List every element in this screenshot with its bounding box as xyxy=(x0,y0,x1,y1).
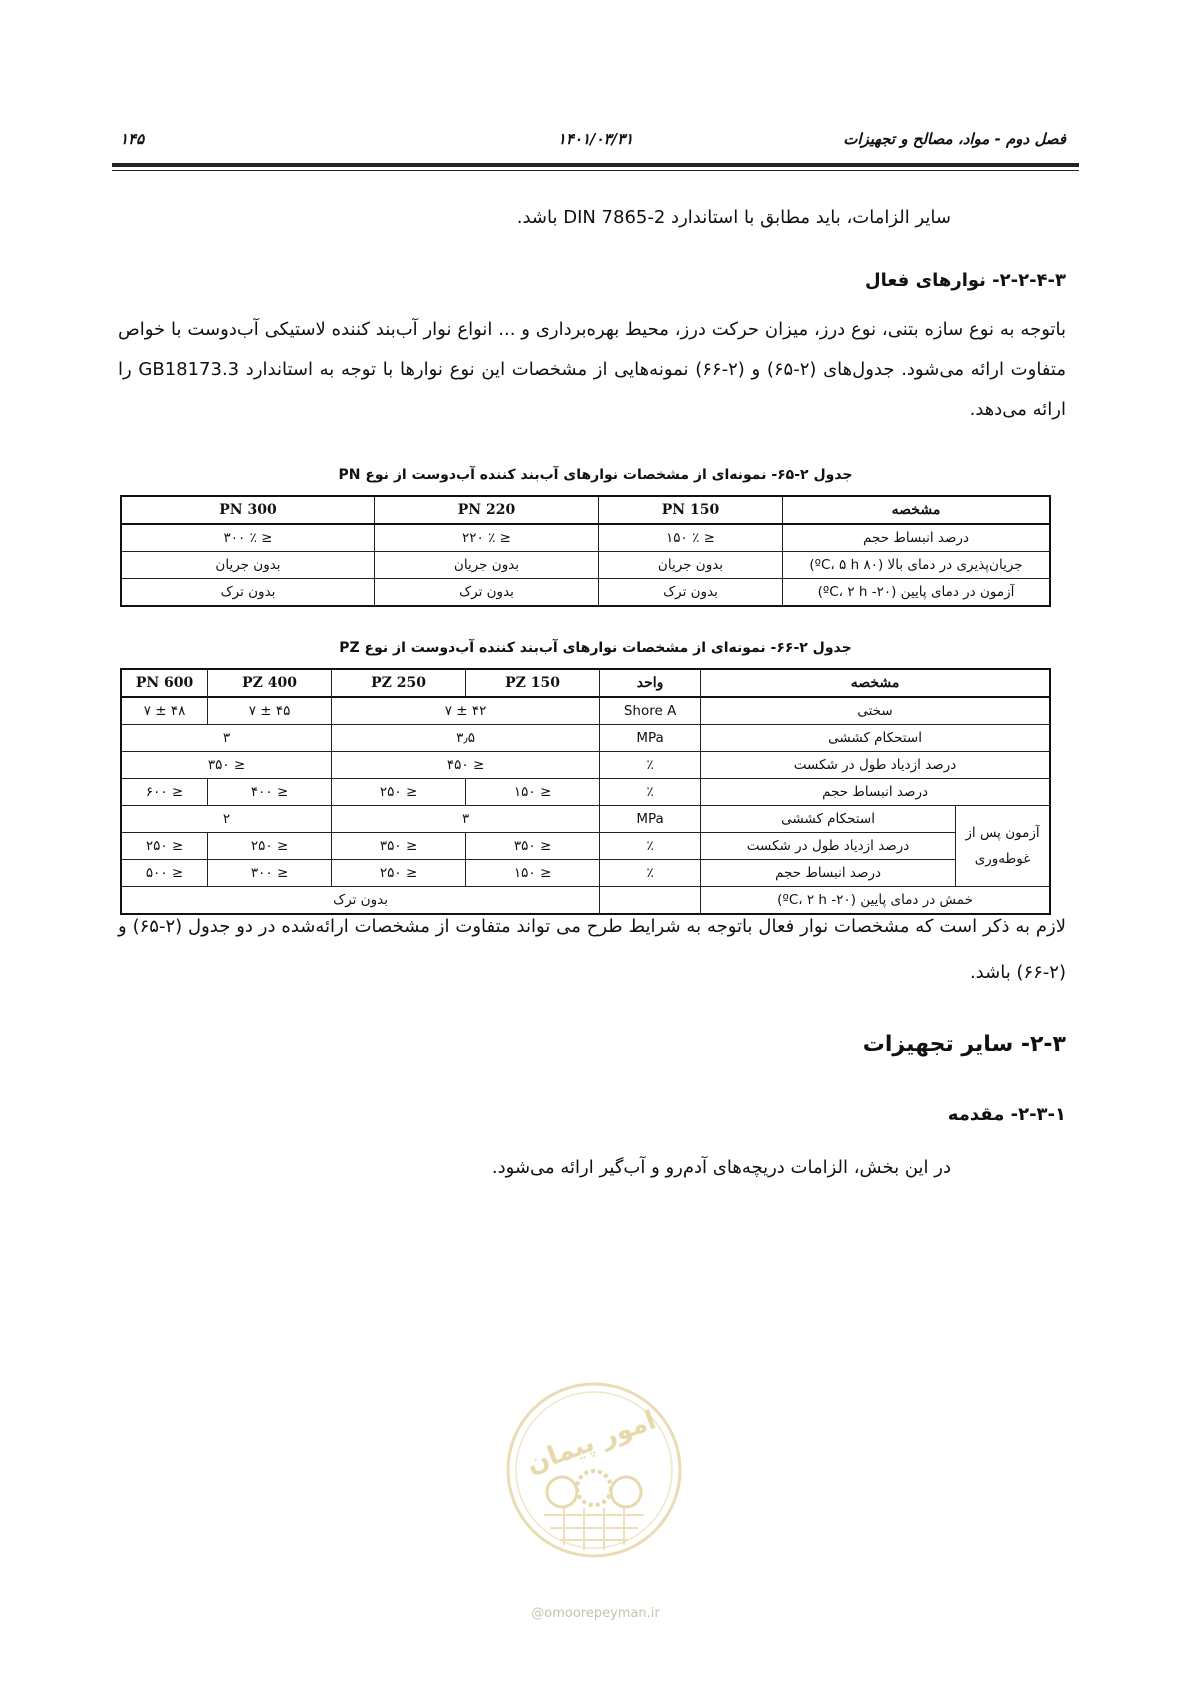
grid-icon xyxy=(544,1508,644,1550)
table-header-cell: PZ 250 xyxy=(332,669,466,697)
table-cell: ≤ ۱۵۰ xyxy=(466,779,600,806)
table-cell: آزمون در دمای پایین (۲۰- ºC، ۲ h) xyxy=(783,579,1051,607)
table-header-cell: مشخصه xyxy=(701,669,1050,697)
table-header-cell: PZ 400 xyxy=(208,669,332,697)
header-rule xyxy=(112,163,1079,167)
table-cell: استحکام کششی xyxy=(701,806,956,833)
table-header-row xyxy=(121,669,1050,697)
table-group-cell: آزمون پس از غوطه‌وری xyxy=(956,806,1051,887)
table65-caption: جدول ۲-۶۵- نمونه‌ای از مشخصات نوارهای آب‌بند کننده آب‌دوست از نوع PN xyxy=(338,467,853,483)
table-row xyxy=(121,697,1050,725)
water-icon xyxy=(611,1477,641,1507)
table-cell: ۳ xyxy=(332,806,600,833)
table-row xyxy=(121,752,1050,779)
paragraph-din: سایر الزامات، باید مطابق با استاندارد DIN 7865-2 باشد. xyxy=(516,207,951,228)
paragraph-active: باتوجه به نوع سازه بتنی، نوع درز، میزان حرکت درز، محیط بهره‌برداری و ... انواع نوار آب‌بند کننده لاستیکی آب‌دوست با خواص متفاوت ارائه می‌شود. جدول‌های (۲-۶۵) و (۲-۶۶) نمونه‌هایی از مشخصات این نوع نوارها با توجه به استاندارد GB18173.3 را ارائه می‌دهد. xyxy=(118,319,1066,420)
table-cell: ≤ ٪ ۱۵۰ xyxy=(599,524,783,552)
gear-icon xyxy=(577,1471,611,1505)
table-cell: بدون جریان xyxy=(375,552,599,579)
table-cell: درصد انبساط حجم xyxy=(783,524,1051,552)
header-rule-thin xyxy=(112,170,1079,171)
table66 xyxy=(120,668,1051,915)
table-cell: استحکام کششی xyxy=(701,725,1050,752)
watermark-url: @omoorepeyman.ir xyxy=(531,1606,660,1621)
table-cell: ٪ xyxy=(600,833,701,860)
table-cell: ۴۵ ± ۷ xyxy=(208,697,332,725)
table-header-cell: PN 300 xyxy=(121,496,375,524)
paragraph-intro: در این بخش، الزامات دریچه‌های آدم‌رو و آب‌گیر ارائه می‌شود. xyxy=(491,1157,951,1178)
table-cell: MPa xyxy=(600,725,701,752)
table-header-row xyxy=(121,496,1050,524)
scale-icon xyxy=(547,1477,577,1507)
table-row xyxy=(121,860,1050,887)
table-cell: ≤ ۲۵۰ xyxy=(121,833,208,860)
table-cell: ≤ ۵۰۰ xyxy=(121,860,208,887)
section-other-heading: ۲-۳- سایر تجهیزات xyxy=(862,1032,1066,1057)
table-header-cell: PZ 150 xyxy=(466,669,600,697)
table-cell: ≤ ۲۵۰ xyxy=(208,833,332,860)
table-cell: Shore A xyxy=(600,697,701,725)
table-cell: بدون ترک xyxy=(121,579,375,607)
table-cell: ≤ ۱۵۰ xyxy=(466,860,600,887)
table-cell: درصد انبساط حجم xyxy=(701,860,956,887)
page-number: ۱۴۵ xyxy=(120,130,145,148)
table-cell: ≤ ۲۵۰ xyxy=(332,779,466,806)
table-cell: ۴۸ ± ۷ xyxy=(121,697,208,725)
page-date: ۱۴۰۱/۰۳/۳۱ xyxy=(557,130,634,148)
table-cell: بدون جریان xyxy=(599,552,783,579)
watermark-logo xyxy=(504,1380,684,1560)
table-cell: بدون جریان xyxy=(121,552,375,579)
table-row xyxy=(121,779,1050,806)
table-cell: ٪ xyxy=(600,752,701,779)
table-row xyxy=(121,552,1050,579)
table-cell: ≤ ۳۵۰ xyxy=(332,833,466,860)
table-cell: ۳ xyxy=(121,725,332,752)
table-cell: بدون ترک xyxy=(121,887,600,915)
table-cell: ۴۲ ± ۷ xyxy=(332,697,600,725)
section-intro-heading: ۲-۳-۱- مقدمه xyxy=(947,1104,1066,1125)
table-row xyxy=(121,524,1050,552)
table-cell: ۳٫۵ xyxy=(332,725,600,752)
table-header-cell: PN 150 xyxy=(599,496,783,524)
table-cell: ≤ ۲۵۰ xyxy=(332,860,466,887)
table-row xyxy=(121,833,1050,860)
table-row xyxy=(121,725,1050,752)
table-cell: ≤ ۳۰۰ xyxy=(208,860,332,887)
table-cell: سختی xyxy=(701,697,1050,725)
table-cell: MPa xyxy=(600,806,701,833)
table-row xyxy=(121,579,1050,607)
table-cell: ≤ ۴۰۰ xyxy=(208,779,332,806)
table-cell: ٪ xyxy=(600,860,701,887)
table-cell: ≤ ٪ ۳۰۰ xyxy=(121,524,375,552)
table-cell: بدون ترک xyxy=(375,579,599,607)
table66-caption: جدول ۲-۶۶- نمونه‌ای از مشخصات نوارهای آب‌بند کننده آب‌دوست از نوع PZ xyxy=(339,640,852,656)
table-cell: ≤ ۴۵۰ xyxy=(332,752,600,779)
table-cell: بدون ترک xyxy=(599,579,783,607)
table-header-cell: PN 220 xyxy=(375,496,599,524)
table-cell: ≤ ۶۰۰ xyxy=(121,779,208,806)
chapter-title: فصل دوم - مواد، مصالح و تجهیزات xyxy=(843,130,1066,148)
table-cell: درصد ازدیاد طول در شکست xyxy=(701,752,1050,779)
table-cell: خمش در دمای پایین (۲۰- ºC، ۲ h) xyxy=(701,887,1050,915)
table-row xyxy=(121,806,1050,833)
section-active-heading: ۲-۲-۴-۳- نوارهای فعال xyxy=(865,270,1066,291)
table-header-cell: مشخصه xyxy=(783,496,1051,524)
table-cell: درصد انبساط حجم xyxy=(701,779,1050,806)
watermark-logo-text: امور پیمان xyxy=(522,1405,660,1480)
table-cell: ≤ ۳۵۰ xyxy=(466,833,600,860)
table-header-cell: واحد xyxy=(600,669,701,697)
table-cell: ≤ ۳۵۰ xyxy=(121,752,332,779)
table-cell: ۲ xyxy=(121,806,332,833)
table-cell: ≤ ٪ ۲۲۰ xyxy=(375,524,599,552)
paragraph-note: لازم به ذکر است که مشخصات نوار فعال باتوجه به شرایط طرح می تواند متفاوت از مشخصات ارائه‌شده در دو جدول (۲-۶۵) و (۲-۶۶) باشد. xyxy=(118,916,1066,983)
table-cell: جریان‌پذیری در دمای بالا (۸۰ ºC، ۵ h) xyxy=(783,552,1051,579)
table65 xyxy=(120,495,1051,607)
table-cell: درصد ازدیاد طول در شکست xyxy=(701,833,956,860)
table-header-cell: PN 600 xyxy=(121,669,208,697)
table-cell: ٪ xyxy=(600,779,701,806)
